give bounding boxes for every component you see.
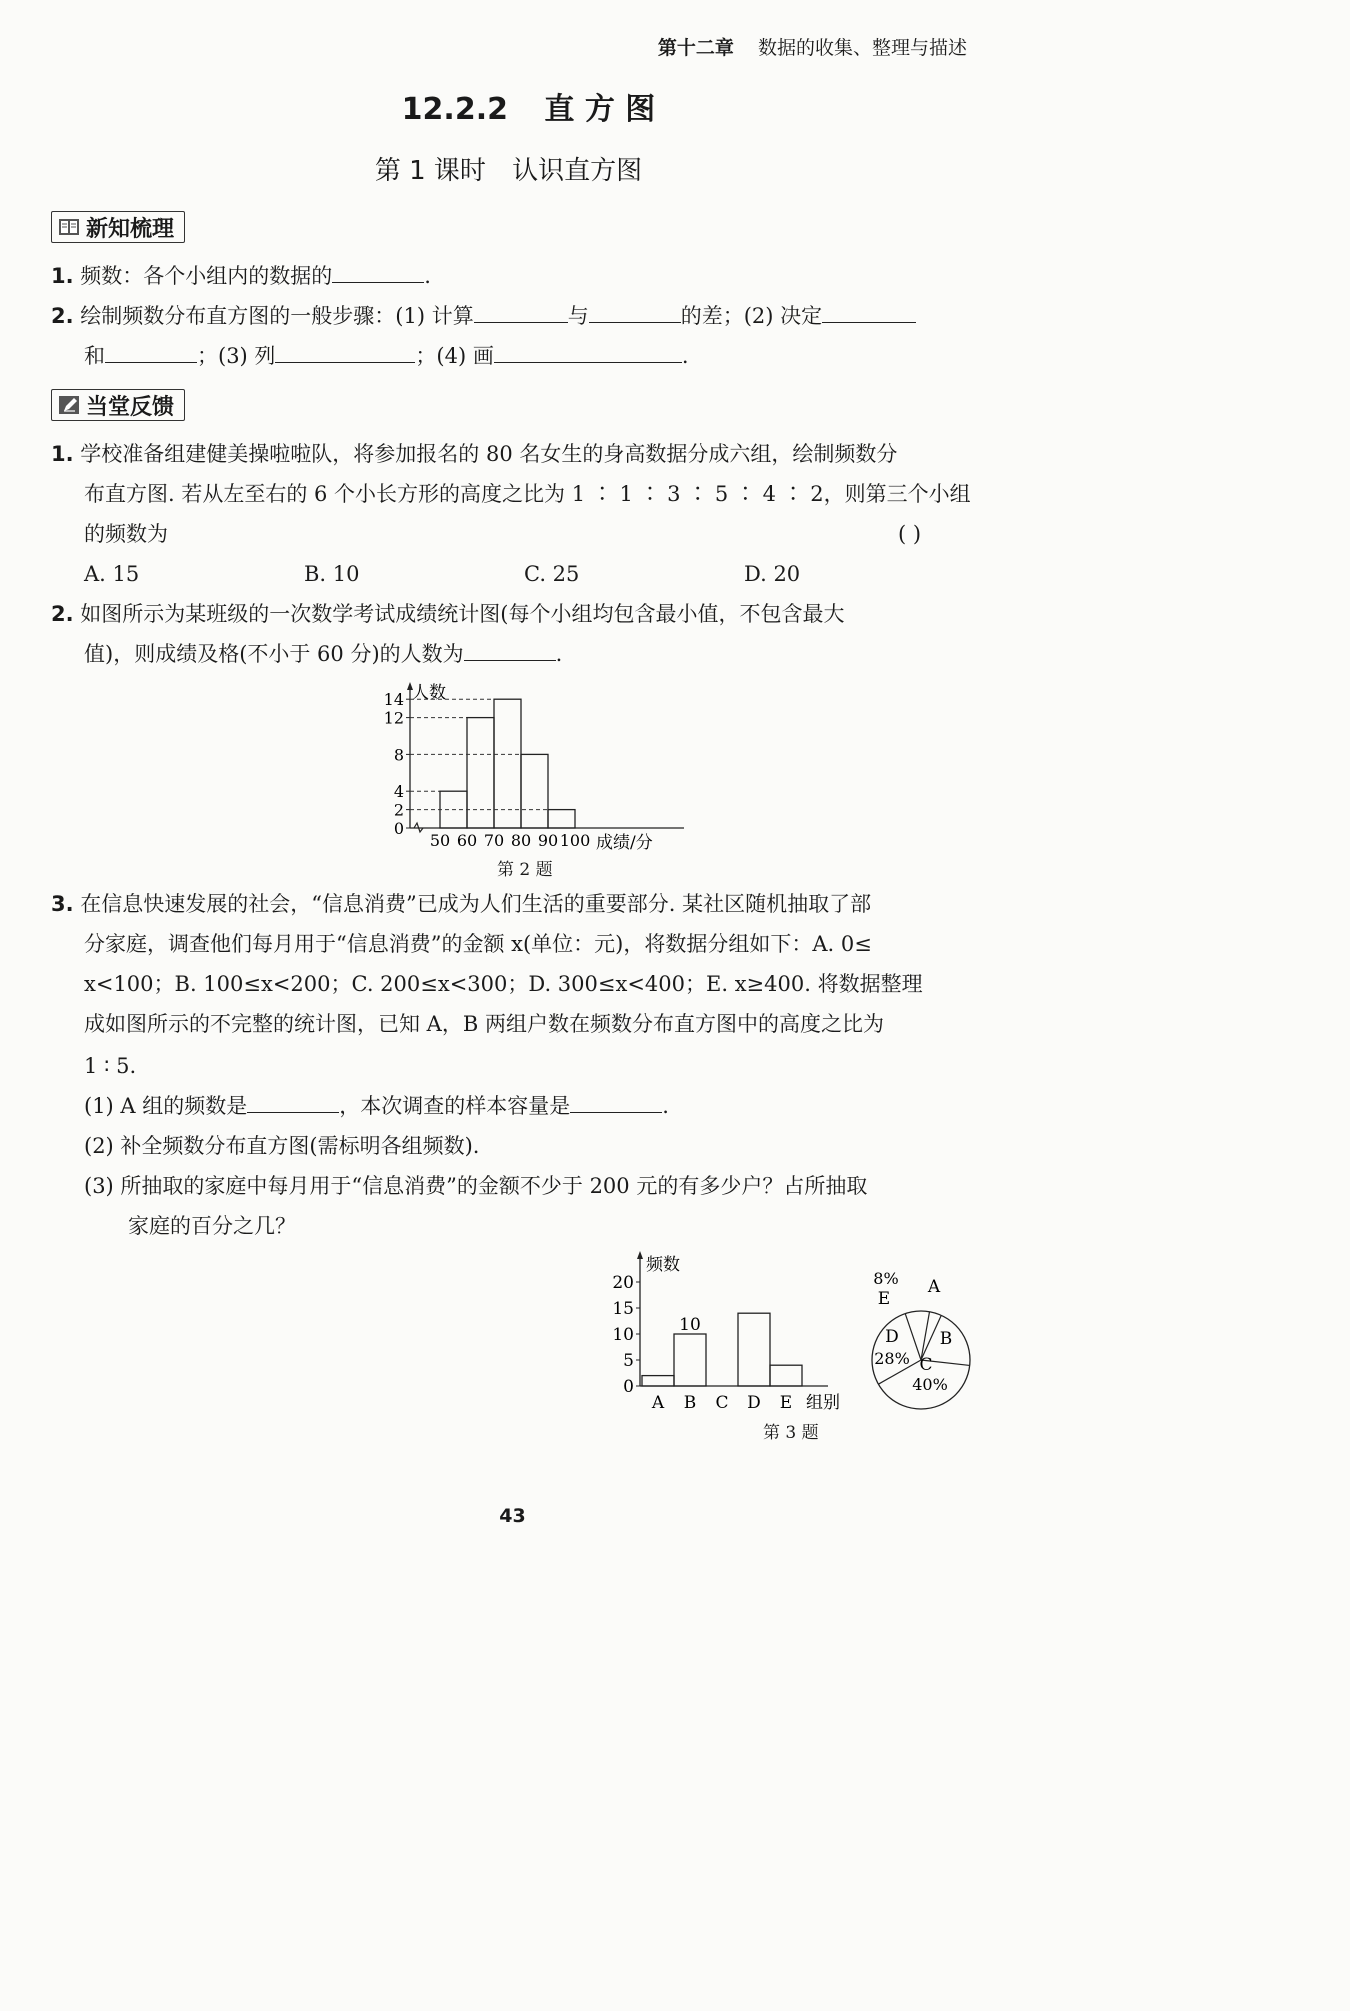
- answer-blank[interactable]: [247, 1092, 339, 1113]
- x-tick-label: B: [683, 1393, 697, 1413]
- histogram-bar: [521, 754, 548, 828]
- y-tick-label: 2: [393, 800, 404, 820]
- section-title: [0, 84, 1057, 128]
- question-text: 学校准备组建健美操啦啦队，将参加报名的 80 名女生的身高数据分成六组，绘制频数分: [80, 442, 898, 466]
- page-number: 43: [499, 1505, 526, 1527]
- question-2-line1: [51, 600, 844, 628]
- section-name: 直 方 图: [544, 92, 656, 127]
- running-header: [658, 33, 967, 60]
- header-chapter-title: 数据的收集、整理与描述: [757, 37, 967, 59]
- y-axis-label: 人数: [412, 683, 446, 703]
- question-1-line1: [51, 440, 897, 468]
- x-tick-label: 60: [456, 831, 478, 850]
- question-text: 值)，则成绩及格(不小于 60 分)的人数为: [84, 642, 464, 666]
- y-tick-label: 12: [384, 708, 404, 728]
- y-tick-label: 4: [393, 782, 404, 802]
- x-tick-label: 90: [537, 831, 559, 850]
- question-2-line2: [84, 640, 562, 668]
- histogram-bar-B: [674, 1334, 706, 1386]
- y-tick-label: 5: [623, 1351, 634, 1371]
- knowledge-item-1: [51, 262, 431, 290]
- y-axis-label: 频数: [646, 1255, 680, 1275]
- lesson-name: 认识直方图: [512, 156, 643, 186]
- pie-percent-E: 8%: [873, 1269, 899, 1288]
- y-tick-label: 15: [612, 1299, 634, 1319]
- pie-percent-C: 40%: [912, 1375, 948, 1394]
- option-d[interactable]: D. 20: [744, 562, 801, 586]
- question-3-sub3-line1: (3) 所抽取的家庭中每月用于“信息消费”的金额不少于 200 元的有多少户？占所抽取: [84, 1174, 868, 1198]
- section-badge-feedback: [51, 389, 185, 421]
- y-tick-label: 0: [393, 819, 404, 838]
- x-tick-label: 70: [483, 831, 505, 850]
- book-icon: [58, 217, 80, 237]
- x-tick-label: 80: [510, 831, 532, 850]
- score-histogram: [384, 678, 704, 856]
- section-number: 12.2.2: [401, 92, 508, 127]
- question-text: ，本次调查的样本容量是: [339, 1094, 571, 1118]
- item-text: 的差；(2) 决定: [680, 304, 823, 328]
- lesson-title: [0, 150, 1017, 187]
- pie-slice-boundary-A: [921, 1312, 930, 1360]
- answer-blank[interactable]: [275, 342, 415, 363]
- question-3-line3: x<100；B. 100≤x<200；C. 200≤x<300；D. 300≤x<400；E. x≥400. 将数据整理: [84, 972, 923, 996]
- option-c[interactable]: C. 25: [524, 562, 580, 586]
- x-tick-label: A: [651, 1393, 665, 1413]
- question-3-sub1: [84, 1092, 669, 1120]
- question-text: (1) A 组的频数是: [84, 1094, 248, 1118]
- question-3-sub2: (2) 补全频数分布直方图(需标明各组频数).: [84, 1134, 480, 1158]
- item-text: .: [681, 344, 689, 368]
- item-text-end: .: [424, 264, 431, 288]
- y-tick-label: 8: [393, 745, 404, 765]
- group-pie-chart: [858, 1262, 988, 1412]
- question-1-line3: 的频数为: [84, 522, 168, 546]
- question-text: 在信息快速发展的社会，“信息消费”已成为人们生活的重要部分. 某社区随机抽取了部: [80, 892, 872, 916]
- answer-blank[interactable]: [589, 302, 681, 323]
- answer-blank[interactable]: [570, 1092, 662, 1113]
- item-number: 2.: [51, 304, 74, 328]
- pie-label-C: C: [919, 1355, 933, 1375]
- x-tick-label: 100: [559, 831, 591, 850]
- figure-caption-3: 第 3 题: [763, 1423, 819, 1443]
- question-text-end: .: [662, 1094, 669, 1118]
- answer-blank[interactable]: [464, 640, 556, 661]
- pencil-icon: [58, 395, 80, 415]
- answer-blank[interactable]: [105, 342, 197, 363]
- item-text: ；(3) 列: [197, 344, 276, 368]
- histogram-bar-A: [642, 1376, 674, 1386]
- answer-blank[interactable]: [822, 302, 916, 323]
- question-3-sub3-line2: 家庭的百分之几？: [128, 1214, 296, 1238]
- knowledge-item-2-line2: [84, 342, 689, 370]
- item-text: 与: [567, 304, 589, 328]
- knowledge-item-2: [51, 302, 916, 330]
- section-badge-label: 当堂反馈: [86, 394, 175, 420]
- section-badge-label: 新知梳理: [86, 216, 175, 242]
- question-number: 2.: [51, 602, 74, 626]
- question-text-end: .: [555, 642, 563, 666]
- x-axis-label: 组别: [806, 1393, 840, 1413]
- section-badge-new-knowledge: [51, 211, 185, 243]
- question-3-line1: [51, 890, 871, 918]
- question-number: 1.: [51, 442, 74, 466]
- question-3-line5: 1 ∶ 5.: [84, 1054, 137, 1078]
- question-3-line4: 成如图所示的不完整的统计图，已知 A，B 两组户数在频数分布直方图中的高度之比为: [84, 1012, 884, 1036]
- y-tick-label: 14: [384, 690, 404, 710]
- x-tick-label: D: [747, 1393, 761, 1413]
- x-tick-label: 50: [429, 831, 451, 850]
- answer-paren[interactable]: ( ): [898, 522, 922, 546]
- item-text: 频数：各个小组内的数据的: [80, 264, 333, 288]
- item-text: 绘制频数分布直方图的一般步骤：(1) 计算: [80, 304, 474, 328]
- answer-blank[interactable]: [494, 342, 682, 363]
- y-axis-arrow: [637, 1251, 643, 1259]
- option-a[interactable]: A. 15: [84, 562, 140, 586]
- histogram-bar: [467, 718, 494, 828]
- item-text: ；(4) 画: [415, 344, 494, 368]
- question-1-line2: 布直方图. 若从左至右的 6 个小长方形的高度之比为 1 ∶ 1 ∶ 3 ∶ 5 ∶ 4 ∶ 2，则第三个小组: [84, 482, 971, 506]
- answer-blank[interactable]: [332, 262, 424, 283]
- question-number: 3.: [51, 892, 74, 916]
- y-tick-label: 10: [612, 1325, 634, 1345]
- frequency-histogram: [606, 1246, 856, 1416]
- option-b[interactable]: B. 10: [304, 562, 360, 586]
- answer-blank[interactable]: [474, 302, 568, 323]
- histogram-bar-E: [770, 1365, 802, 1386]
- pie-label-B: B: [939, 1329, 953, 1349]
- item-number: 1.: [51, 264, 74, 288]
- histogram-bar: [494, 699, 521, 828]
- question-text: 如图所示为某班级的一次数学考试成绩统计图(每个小组均包含最小值，不包含最大: [80, 602, 845, 626]
- x-tick-label: E: [779, 1393, 793, 1413]
- lesson-number: 第 1 课时: [374, 156, 486, 186]
- figure-caption-2: 第 2 题: [497, 860, 553, 880]
- x-tick-label: C: [715, 1393, 729, 1413]
- y-tick-label: 20: [612, 1273, 634, 1293]
- header-chapter: 第十二章: [657, 37, 734, 59]
- pie-slice-boundary-B: [921, 1315, 941, 1360]
- pie-label-E: E: [877, 1289, 891, 1309]
- y-tick-label: 0: [623, 1377, 634, 1397]
- histogram-bar: [548, 810, 575, 828]
- histogram-bar-D: [738, 1313, 770, 1386]
- pie-percent-D: 28%: [874, 1349, 910, 1368]
- item-text: 和: [84, 344, 105, 368]
- pie-label-A: A: [927, 1277, 941, 1297]
- x-axis-label: 成绩/分: [596, 833, 653, 853]
- pie-label-D: D: [885, 1327, 899, 1347]
- bar-data-label: 10: [679, 1315, 701, 1335]
- question-3-line2: 分家庭，调查他们每月用于“信息消费”的金额 x(单位：元)，将数据分组如下：A. 0≤: [84, 932, 872, 956]
